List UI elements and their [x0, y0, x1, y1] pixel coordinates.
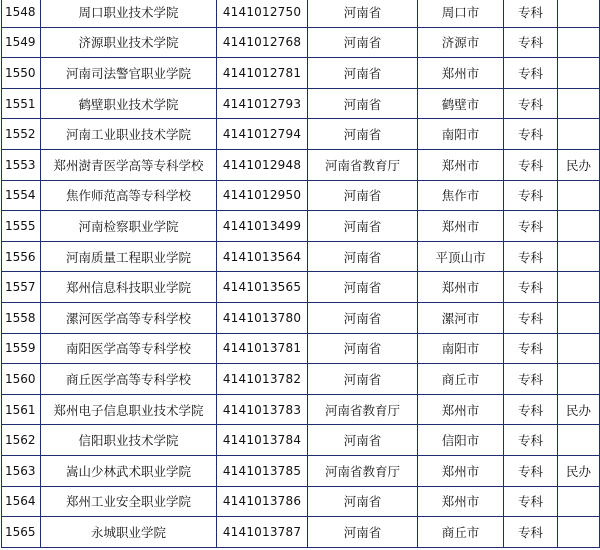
row-number-cell: 1561 [2, 394, 41, 425]
city-cell: 商丘市 [418, 364, 504, 395]
level-cell: 专科 [504, 455, 558, 486]
authority-cell: 河南省 [308, 180, 418, 211]
note-cell: 民办 [558, 455, 600, 486]
level-cell: 专科 [504, 119, 558, 150]
school-code-cell: 4141013565 [217, 272, 308, 303]
school-code-cell: 4141013564 [217, 241, 308, 272]
table-row [2, 455, 600, 486]
note-cell [558, 119, 600, 150]
note-cell [558, 333, 600, 364]
row-number-cell: 1560 [2, 364, 41, 395]
school-name-cell: 鹤壁职业技术学院 [41, 88, 217, 119]
authority-cell: 河南省 [308, 88, 418, 119]
row-number-cell: 1550 [2, 58, 41, 89]
city-cell: 焦作市 [418, 180, 504, 211]
table-row [2, 394, 600, 425]
city-cell: 鹤壁市 [418, 88, 504, 119]
authority-cell: 河南省 [308, 272, 418, 303]
school-code-cell: 4141013782 [217, 364, 308, 395]
table-row [2, 302, 600, 333]
authority-cell: 河南省教育厅 [308, 394, 418, 425]
row-number-cell: 1559 [2, 333, 41, 364]
city-cell: 平顶山市 [418, 241, 504, 272]
note-cell [558, 241, 600, 272]
level-cell: 专科 [504, 88, 558, 119]
row-number-cell: 1548 [2, 0, 41, 27]
table-row [2, 27, 600, 58]
table-row [2, 486, 600, 517]
authority-cell: 河南省教育厅 [308, 455, 418, 486]
note-cell [558, 272, 600, 303]
city-cell: 南阳市 [418, 333, 504, 364]
school-code-cell: 4141012950 [217, 180, 308, 211]
note-cell: 民办 [558, 149, 600, 180]
school-code-cell: 4141013787 [217, 517, 308, 548]
level-cell: 专科 [504, 302, 558, 333]
school-name-cell: 周口职业技术学院 [41, 0, 217, 27]
school-code-cell: 4141013783 [217, 394, 308, 425]
authority-cell: 河南省 [308, 119, 418, 150]
school-code-cell: 4141013499 [217, 211, 308, 242]
table-row [2, 119, 600, 150]
school-name-cell: 南阳医学高等专科学校 [41, 333, 217, 364]
level-cell: 专科 [504, 486, 558, 517]
table-row [2, 364, 600, 395]
level-cell: 专科 [504, 58, 558, 89]
city-cell: 郑州市 [418, 149, 504, 180]
level-cell: 专科 [504, 517, 558, 548]
school-name-cell: 郑州信息科技职业学院 [41, 272, 217, 303]
level-cell: 专科 [504, 149, 558, 180]
school-code-cell: 4141013786 [217, 486, 308, 517]
note-cell [558, 517, 600, 548]
level-cell: 专科 [504, 272, 558, 303]
school-code-cell: 4141012781 [217, 58, 308, 89]
city-cell: 郑州市 [418, 455, 504, 486]
level-cell: 专科 [504, 394, 558, 425]
school-code-cell: 4141013785 [217, 455, 308, 486]
table-row [2, 333, 600, 364]
school-code-cell: 4141013784 [217, 425, 308, 456]
table-row [2, 0, 600, 27]
school-name-cell: 嵩山少林武术职业学院 [41, 455, 217, 486]
table-row [2, 58, 600, 89]
note-cell [558, 486, 600, 517]
table-row [2, 425, 600, 456]
table-row [2, 272, 600, 303]
table-row [2, 180, 600, 211]
authority-cell: 河南省 [308, 241, 418, 272]
row-number-cell: 1562 [2, 425, 41, 456]
authority-cell: 河南省 [308, 302, 418, 333]
note-cell [558, 364, 600, 395]
school-name-cell: 郑州电子信息职业技术学院 [41, 394, 217, 425]
city-cell: 郑州市 [418, 272, 504, 303]
row-number-cell: 1549 [2, 27, 41, 58]
level-cell: 专科 [504, 180, 558, 211]
school-code-cell: 4141012948 [217, 149, 308, 180]
note-cell [558, 0, 600, 27]
school-name-cell: 济源职业技术学院 [41, 27, 217, 58]
school-name-cell: 郑州工业安全职业学院 [41, 486, 217, 517]
row-number-cell: 1551 [2, 88, 41, 119]
city-cell: 周口市 [418, 0, 504, 27]
note-cell [558, 211, 600, 242]
school-name-cell: 河南工业职业技术学院 [41, 119, 217, 150]
note-cell [558, 88, 600, 119]
city-cell: 济源市 [418, 27, 504, 58]
level-cell: 专科 [504, 241, 558, 272]
level-cell: 专科 [504, 333, 558, 364]
table-row [2, 211, 600, 242]
city-cell: 郑州市 [418, 58, 504, 89]
city-cell: 郑州市 [418, 486, 504, 517]
row-number-cell: 1558 [2, 302, 41, 333]
authority-cell: 河南省 [308, 486, 418, 517]
authority-cell: 河南省 [308, 27, 418, 58]
authority-cell: 河南省 [308, 211, 418, 242]
authority-cell: 河南省 [308, 0, 418, 27]
level-cell: 专科 [504, 425, 558, 456]
school-name-cell: 河南司法警官职业学院 [41, 58, 217, 89]
school-list-table [1, 0, 600, 548]
authority-cell: 河南省 [308, 517, 418, 548]
school-name-cell: 焦作师范高等专科学校 [41, 180, 217, 211]
school-code-cell: 4141012768 [217, 27, 308, 58]
authority-cell: 河南省 [308, 364, 418, 395]
row-number-cell: 1553 [2, 149, 41, 180]
school-code-cell: 4141013780 [217, 302, 308, 333]
note-cell [558, 27, 600, 58]
school-code-cell: 4141012750 [217, 0, 308, 27]
school-name-cell: 河南质量工程职业学院 [41, 241, 217, 272]
note-cell: 民办 [558, 394, 600, 425]
row-number-cell: 1563 [2, 455, 41, 486]
city-cell: 信阳市 [418, 425, 504, 456]
level-cell: 专科 [504, 0, 558, 27]
row-number-cell: 1557 [2, 272, 41, 303]
authority-cell: 河南省 [308, 58, 418, 89]
city-cell: 郑州市 [418, 211, 504, 242]
row-number-cell: 1564 [2, 486, 41, 517]
row-number-cell: 1555 [2, 211, 41, 242]
row-number-cell: 1554 [2, 180, 41, 211]
note-cell [558, 58, 600, 89]
table-row [2, 241, 600, 272]
note-cell [558, 425, 600, 456]
school-name-cell: 商丘医学高等专科学校 [41, 364, 217, 395]
note-cell [558, 302, 600, 333]
city-cell: 漯河市 [418, 302, 504, 333]
school-name-cell: 漯河医学高等专科学校 [41, 302, 217, 333]
school-name-cell: 郑州澍青医学高等专科学校 [41, 149, 217, 180]
school-code-cell: 4141013781 [217, 333, 308, 364]
school-code-cell: 4141012793 [217, 88, 308, 119]
row-number-cell: 1565 [2, 517, 41, 548]
city-cell: 南阳市 [418, 119, 504, 150]
level-cell: 专科 [504, 27, 558, 58]
level-cell: 专科 [504, 364, 558, 395]
school-name-cell: 河南检察职业学院 [41, 211, 217, 242]
city-cell: 郑州市 [418, 394, 504, 425]
table-body [2, 0, 600, 547]
note-cell [558, 180, 600, 211]
school-name-cell: 永城职业学院 [41, 517, 217, 548]
table-row [2, 517, 600, 548]
row-number-cell: 1552 [2, 119, 41, 150]
level-cell: 专科 [504, 211, 558, 242]
row-number-cell: 1556 [2, 241, 41, 272]
authority-cell: 河南省 [308, 333, 418, 364]
city-cell: 商丘市 [418, 517, 504, 548]
table-row [2, 149, 600, 180]
school-code-cell: 4141012794 [217, 119, 308, 150]
table-row [2, 88, 600, 119]
authority-cell: 河南省 [308, 425, 418, 456]
school-name-cell: 信阳职业技术学院 [41, 425, 217, 456]
authority-cell: 河南省教育厅 [308, 149, 418, 180]
